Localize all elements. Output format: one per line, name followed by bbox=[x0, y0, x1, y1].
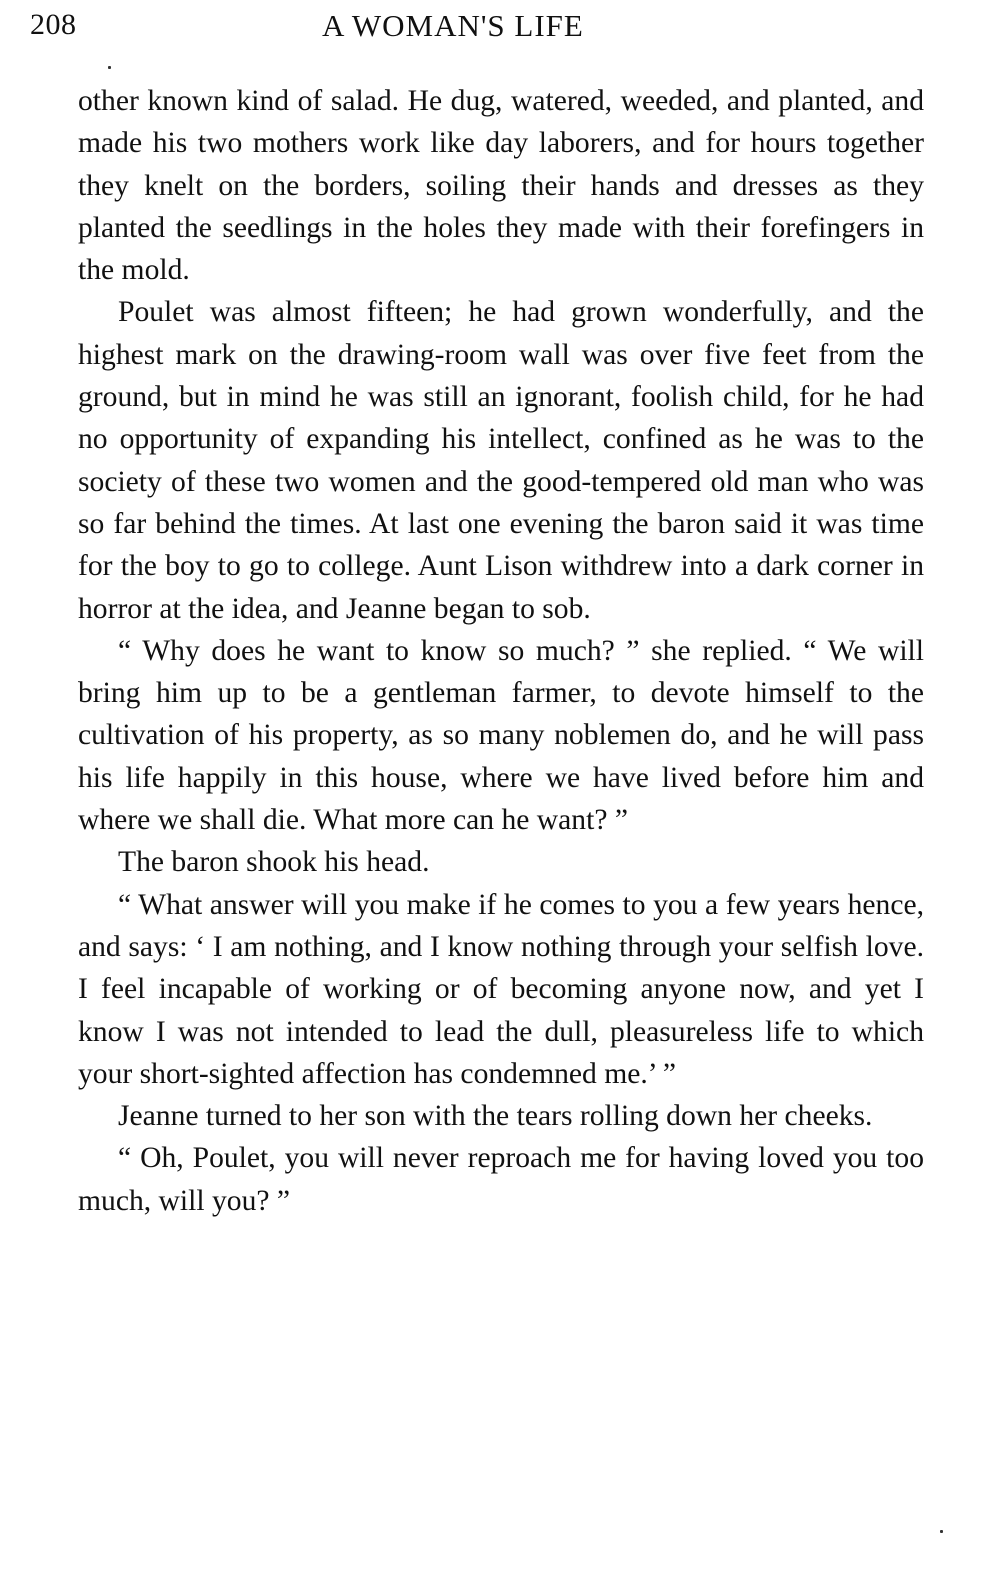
paragraph: Poulet was almost fifteen; he had grown wonderfully, and the highest mark on the drawing-room wall was over five feet from the ground, but in mind he was still an ignorant, foolish child, for he had no opportunity of expanding his intellect, confined as he was to the society of these two women and the good-tempered old man who was so far behind the times. At last one evening the baron said it was time for the boy to go to college. Aunt Lison withdrew into a dark corner in horror at the idea, and Jeanne began to sob. bbox=[78, 296, 924, 625]
body-text bbox=[78, 80, 924, 1222]
running-title: A WOMAN'S LIFE bbox=[322, 8, 584, 43]
paragraph: The baron shook his head. bbox=[118, 846, 430, 879]
page-number: 208 bbox=[30, 8, 77, 41]
running-header bbox=[30, 8, 970, 52]
print-speck bbox=[108, 66, 111, 69]
paragraph: Jeanne turned to her son with the tears rolling down her cheeks. bbox=[118, 1100, 873, 1133]
paragraph-dialogue: “ What answer will you make if he comes to you a few years hence, and says: ‘ I am nothing, and I know nothing through your selfish love. I feel incapable of working or of becoming anyone now, and yet I know I was not intended to lead the dull, pleasureless life to which your short-sighted affection has condemned me.’ ” bbox=[78, 888, 924, 1090]
paragraph-continued: other known kind of salad. He dug, watered, weeded, and planted, and made his two mothers work like day laborers, and for hours together they knelt on the borders, soiling their hands and dresses as they planted the seedlings in the holes they made with their forefingers in the mold. bbox=[78, 85, 924, 287]
paragraph-dialogue: “ Why does he want to know so much? ” she replied. “ We will bring him up to be a gentleman farmer, to devote himself to the cultivation of his property, as so many noblemen do, and he will pass his life happily in this house, where we have lived before him and where we shall die. What more can he want? ” bbox=[78, 634, 924, 837]
paragraph-dialogue: “ Oh, Poulet, you will never reproach me for having loved you too much, will you? ” bbox=[78, 1142, 924, 1217]
print-speck bbox=[940, 1530, 943, 1533]
